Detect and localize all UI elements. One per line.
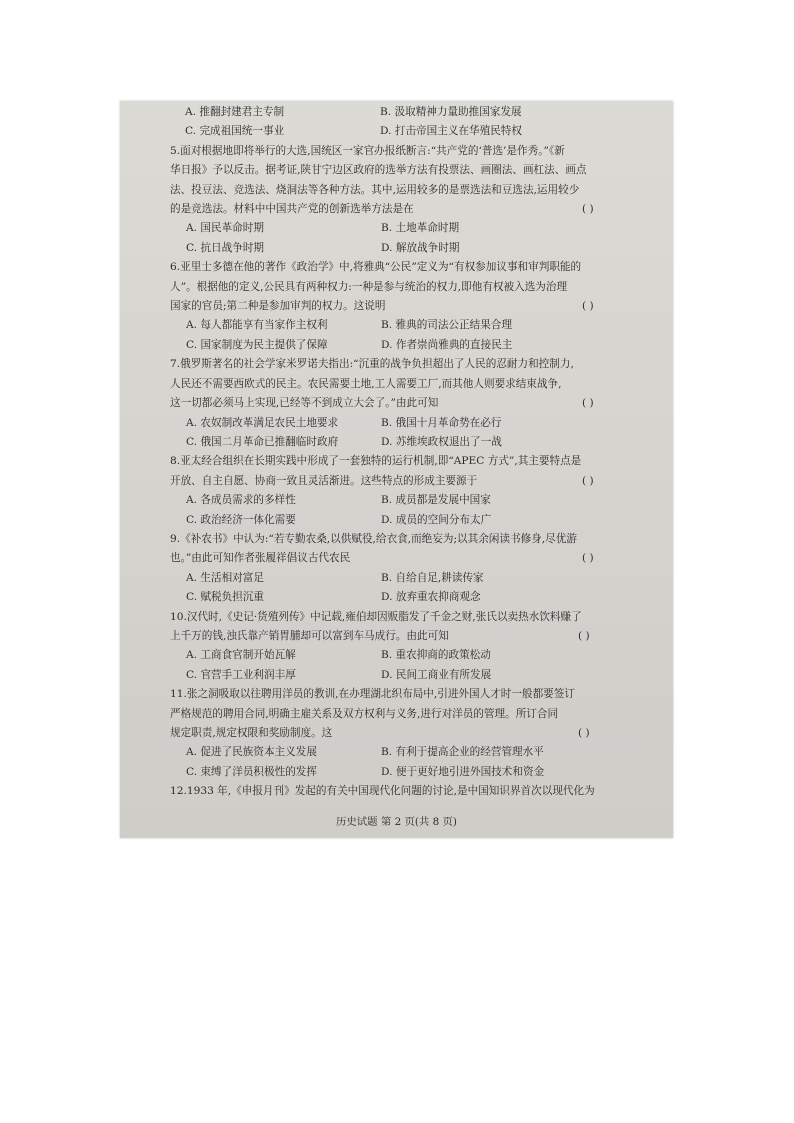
option-item: B. 土地革命时期	[381, 222, 460, 235]
question-number-and-text: 汉代时,《史记·货殖列传》中记载,雍伯却因贩脂发了千金之财,张氏以卖热水饮料赚了	[186, 610, 582, 623]
question-number-and-text: 《补农书》中认为:“若专勤农桑,以供赋役,给衣食,而绝妄为;以其余闲读书修身,尽优游	[180, 532, 577, 545]
stem-line: 上千万的钱,浊氏靠产销胃脯却可以富到车马成行。由此可知 ( )	[170, 629, 590, 642]
question-text: 也。”由此可知作者张履祥倡议古代农民	[170, 552, 351, 565]
option-item: C. 国家制度为民主提供了保障	[186, 338, 328, 351]
question-number-and-text: 亚里士多德在他的著作《政治学》中,将雅典“公民”定义为“有权参加议事和审判职能的	[180, 261, 582, 274]
question-text: 华日报》予以反击。据考证,陕甘宁边区政府的选举方法有投票法、画圈法、画杠法、画点	[170, 164, 587, 177]
question-number-and-text: 俄罗斯著名的社会学家米罗诺夫指出:“沉重的战争负担超出了人民的忍耐力和控制力,	[180, 358, 574, 371]
option-item: C. 抗日战争时期	[186, 241, 265, 254]
option-item: D. 作者崇尚雅典的直接民主	[381, 338, 513, 351]
question-stem	[170, 452, 643, 491]
stem-line: 这一切都必须马上实现,已经等不到成立大会了。”由此可知 ( )	[170, 397, 594, 410]
option-grid	[170, 103, 643, 142]
option-item: D. 放弃重农抑商观念	[381, 591, 481, 604]
option-item: C. 政治经济一体化需要	[186, 513, 296, 526]
stem-line	[170, 452, 643, 471]
option-item: C. 俄国二月革命已推翻临时政府	[186, 435, 339, 448]
stem-line	[170, 705, 643, 724]
question-stem	[170, 608, 643, 647]
page-footer: 历史试题 第 2 页(共 8 页)	[336, 816, 457, 828]
option-item: B. 重农抑商的政策松动	[381, 649, 491, 662]
question-stem	[170, 258, 643, 316]
question-number: 10.	[170, 610, 187, 623]
option-item: B. 俄国十月革命势在必行	[381, 416, 502, 429]
option-item: C. 完成祖国统一事业	[185, 125, 285, 138]
option-item: C. 束缚了洋员积极性的发挥	[186, 765, 317, 778]
option-item: B. 汲取精神力量助推国家发展	[380, 106, 522, 118]
question-9	[120, 530, 673, 608]
option-item: D. 民间工商业有所发展	[381, 668, 492, 681]
question-number: 7.	[170, 358, 181, 371]
question-text: 严格规范的聘用合同,明确主雇关系及双方权利与义务,进行对洋员的管理。所订合同	[170, 707, 559, 720]
option-item: B. 成员都是发展中国家	[381, 494, 491, 507]
stem-line	[170, 278, 643, 297]
question-text: 规定职责,规定权限和奖励制度。这	[170, 727, 333, 739]
option-item: A. 推翻封建君主专制	[185, 106, 285, 118]
stem-line: 开放、自主自愿、协商一致且灵活渐进。这些特点的形成主要源于 ( )	[170, 474, 594, 487]
stem-line	[170, 608, 643, 627]
option-grid	[170, 569, 643, 608]
stem-line	[170, 685, 643, 704]
carryover-options	[120, 101, 673, 142]
question-text: 国家的官员;第二种是参加审判的权力。这说明	[170, 300, 386, 313]
option-item: D. 苏维埃政权退出了一战	[381, 435, 502, 448]
question-6	[120, 258, 673, 355]
stem-line: 国家的官员;第二种是参加审判的权力。这说明 ( )	[170, 300, 594, 313]
option-item: A. 国民革命时期	[186, 222, 264, 235]
question-text: 人民还不需要西欧式的民主。农民需要土地,工人需要工厂,而其他人则要求结束战争,	[170, 377, 562, 390]
option-item: A. 促进了民族资本主义发展	[186, 746, 317, 759]
question-stem	[170, 355, 643, 413]
option-item: D. 打击帝国主义在华殖民特权	[380, 125, 522, 138]
question-stem	[170, 685, 643, 743]
option-item: D. 便于更好地引进外国技术和资金	[381, 765, 545, 778]
question-text: 人”。根据他的定义,公民具有两种权力:一种是参与统治的权力,即他有权被入选为治理	[170, 280, 568, 293]
option-grid	[170, 219, 643, 258]
option-item: A. 生活相对富足	[186, 571, 264, 584]
question-text: 的是竞选法。材料中中国共产党的创新选举方法是在	[170, 203, 414, 216]
stem-line	[170, 142, 643, 161]
option-item: A. 工商食官制开始瓦解	[186, 649, 296, 662]
option-item: A. 农奴制改革满足农民土地要求	[186, 416, 339, 429]
stem-line	[170, 355, 643, 374]
stem-line	[170, 782, 643, 801]
question-10	[120, 608, 673, 686]
question-number: 12.	[170, 785, 187, 798]
stem-line	[170, 375, 643, 394]
option-item: D. 解放战争时期	[381, 241, 460, 254]
question-text: 上千万的钱,浊氏靠产销胃脯却可以富到车马成行。由此可知	[170, 629, 449, 642]
option-item: B. 雅典的司法公正结果合理	[381, 319, 513, 332]
question-text: 开放、自主自愿、协商一致且灵活渐进。这些特点的形成主要源于	[170, 474, 478, 487]
question-number: 6.	[170, 261, 181, 274]
question-5	[120, 142, 673, 258]
question-number-and-text: 面对根据地即将举行的大选,国统区一家官办报纸断言:“共产党的‘普选’是作秀。”《新	[180, 144, 565, 157]
option-item: C. 官营手工业利润丰厚	[186, 668, 296, 681]
stem-line	[170, 181, 643, 200]
question-number: 9.	[170, 532, 181, 545]
question-number-and-text: 1933 年,《申报月刊》发起的有关中国现代化问题的讨论,是中国知识界首次以现代化为	[186, 785, 595, 798]
question-7	[120, 355, 673, 452]
question-number: 5.	[170, 144, 181, 157]
stem-line	[170, 530, 643, 549]
question-12	[120, 782, 673, 801]
option-item: D. 成员的空间分布太广	[381, 513, 492, 526]
exam-content	[120, 101, 673, 802]
question-number: 11.	[170, 688, 187, 701]
question-11	[120, 685, 673, 782]
question-stem	[170, 782, 643, 801]
option-item: B. 自给自足,耕读传家	[381, 571, 484, 584]
question-8	[120, 452, 673, 530]
option-item: C. 赋税负担沉重	[186, 591, 265, 604]
question-number-and-text: 亚太经合组织在长期实践中形成了一套独特的运行机制,即“APEC 方式”,其主要特点是	[180, 455, 582, 468]
stem-line	[170, 258, 643, 277]
option-grid	[170, 646, 643, 685]
stem-line: 规定职责,规定权限和奖励制度。这 ( )	[170, 727, 590, 739]
stem-line	[170, 161, 643, 180]
option-item: A. 各成员需求的多样性	[186, 494, 296, 507]
stem-line: 的是竞选法。材料中中国共产党的创新选举方法是在 ( )	[170, 203, 594, 216]
question-text: 这一切都必须马上实现,已经等不到成立大会了。”由此可知	[170, 397, 439, 410]
question-number: 8.	[170, 455, 181, 468]
question-stem	[170, 142, 643, 220]
option-item: B. 有利于提高企业的经营管理水平	[381, 746, 544, 759]
stem-line: 也。”由此可知作者张履祥倡议古代农民 ( )	[170, 552, 594, 565]
scanned-exam-page	[120, 101, 673, 838]
option-grid	[170, 414, 643, 453]
option-grid	[170, 316, 643, 355]
question-text: 法、投豆法、竞选法、烧洞法等各种方法。其中,运用较多的是票选法和豆选法,运用较少	[170, 183, 580, 196]
option-grid	[170, 491, 643, 530]
question-stem	[170, 530, 643, 569]
option-item: A. 每人都能享有当家作主权利	[186, 319, 328, 332]
option-grid	[170, 743, 643, 782]
question-number-and-text: 张之洞吸取以往聘用洋员的教训,在办理湖北织布局中,引进外国人才时一般都要签订	[186, 688, 575, 701]
